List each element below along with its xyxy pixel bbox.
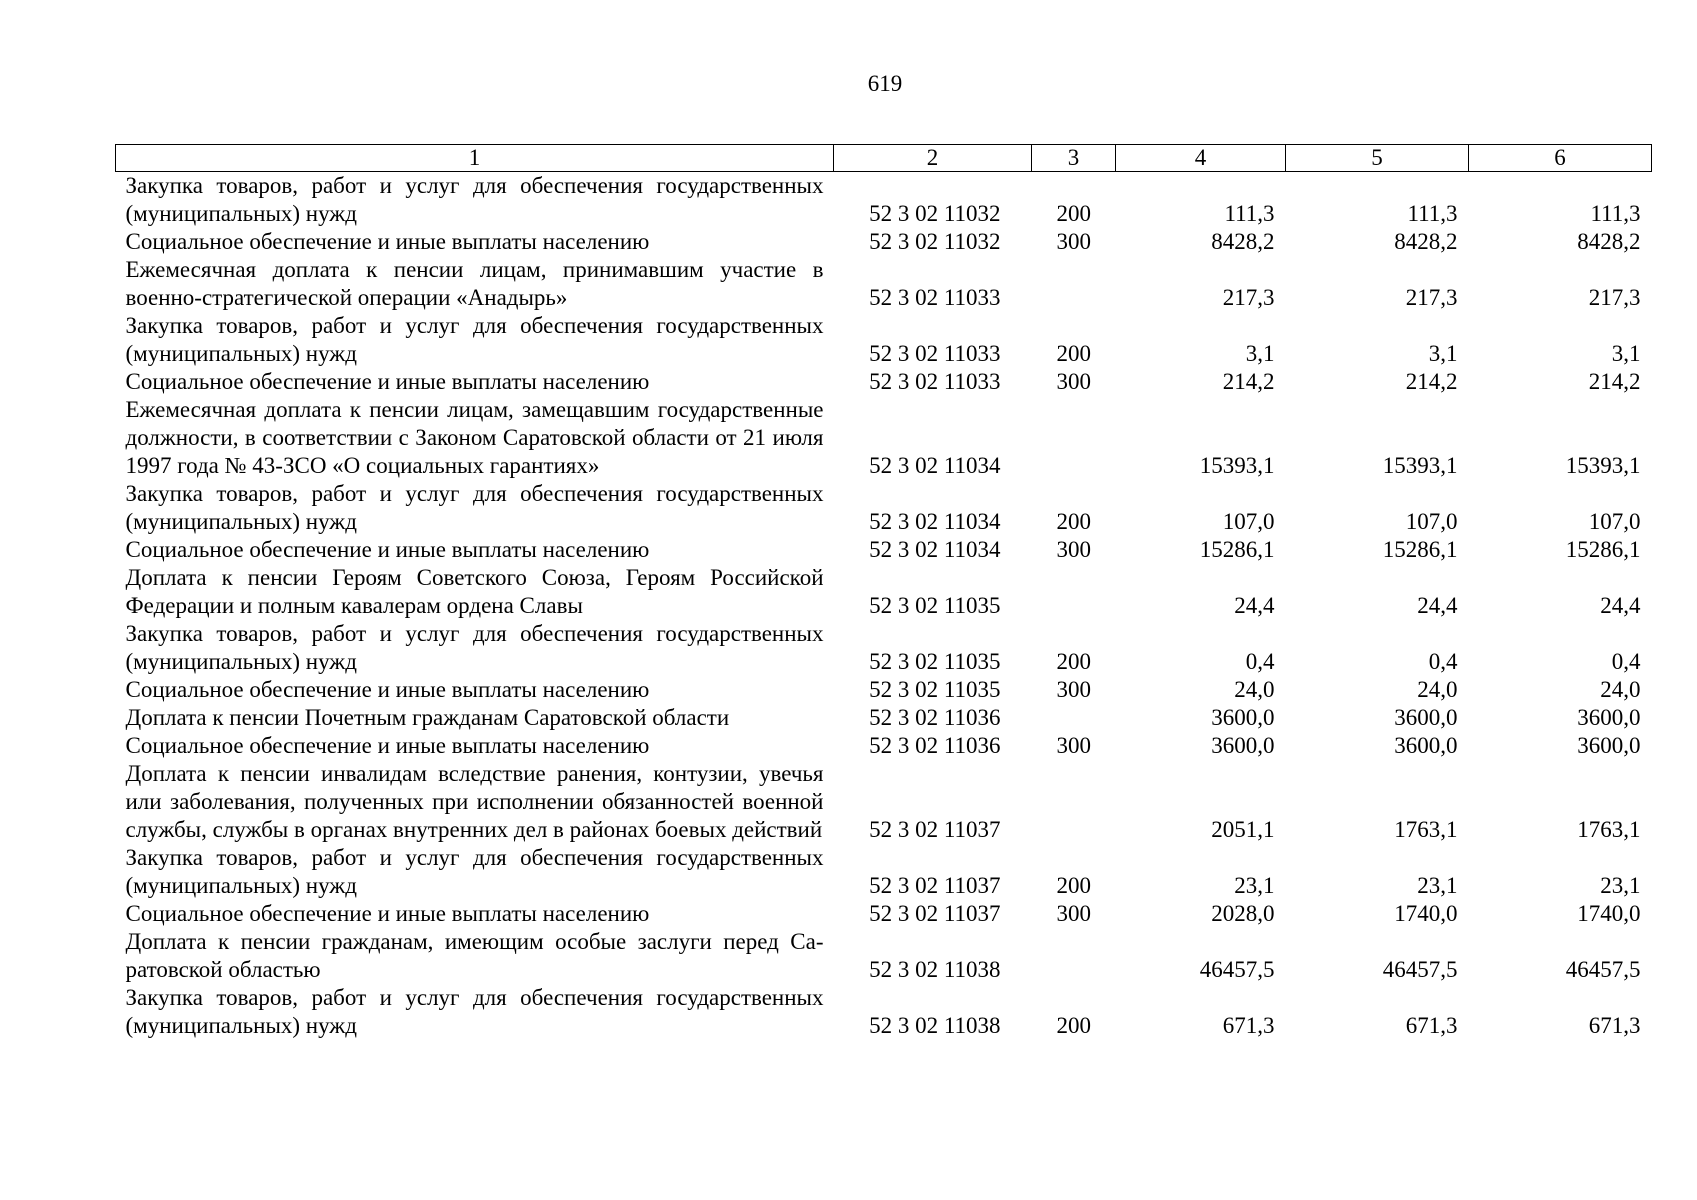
row-name: Социальное обеспечение и иные выплаты населению	[125, 901, 650, 926]
row-value-col5: 111,3	[1407, 201, 1458, 226]
row-target-code: 52 3 02 11033	[869, 285, 1001, 310]
row-expense-type	[1032, 564, 1116, 620]
row-value-col5: 1763,1	[1394, 817, 1458, 842]
row-value-col6: 0,4	[1611, 649, 1641, 674]
row-value-col6: 24,0	[1600, 677, 1641, 702]
row-target-code: 52 3 02 11037	[869, 901, 1001, 926]
column-header-4: 4	[1116, 145, 1286, 172]
row-value-col4: 3,1	[1245, 341, 1275, 366]
row-value-col6: 24,4	[1600, 593, 1641, 618]
row-target-code: 52 3 02 11032	[869, 201, 1001, 226]
row-value-col5: 214,2	[1405, 369, 1458, 394]
row-value-col6: 1740,0	[1577, 901, 1641, 926]
row-value-col5: 23,1	[1417, 873, 1458, 898]
row-value-col4: 3600,0	[1211, 733, 1275, 758]
row-value-col4: 671,3	[1222, 1013, 1275, 1038]
row-name: Закупка товаров, работ и услуг для обеспечения государственных (муниципальных) нужд	[125, 985, 824, 1038]
table-row	[116, 172, 1652, 229]
row-value-col4: 24,4	[1234, 593, 1275, 618]
column-header-5: 5	[1286, 145, 1469, 172]
row-name: Закупка товаров, работ и услуг для обеспечения государственных (муниципальных) нужд	[125, 845, 824, 898]
row-value-col4: 2028,0	[1211, 901, 1275, 926]
row-target-code: 52 3 02 11038	[869, 1013, 1001, 1038]
row-value-col5: 217,3	[1405, 285, 1458, 310]
row-value-col4: 217,3	[1222, 285, 1275, 310]
row-target-code: 52 3 02 11034	[869, 537, 1001, 562]
row-value-col5: 24,0	[1417, 677, 1458, 702]
column-header-3: 3	[1032, 145, 1116, 172]
row-name: Доплата к пенсии гражданам, имеющим особые заслуги перед Саратовской областью	[125, 929, 824, 982]
row-value-col5: 1740,0	[1394, 901, 1458, 926]
table-row	[116, 564, 1652, 620]
row-value-col6: 3600,0	[1577, 733, 1641, 758]
row-value-col5: 3600,0	[1394, 705, 1458, 730]
row-name: Социальное обеспечение и иные выплаты населению	[125, 733, 650, 758]
row-value-col4: 46457,5	[1199, 957, 1275, 982]
row-value-col4: 2051,1	[1211, 817, 1275, 842]
row-value-col4: 8428,2	[1211, 229, 1275, 254]
row-expense-type: 200	[1056, 341, 1091, 366]
row-target-code: 52 3 02 11035	[869, 677, 1001, 702]
row-value-col4: 214,2	[1222, 369, 1275, 394]
table-row	[116, 760, 1652, 844]
table-row	[116, 312, 1652, 368]
row-name: Закупка товаров, работ и услуг для обеспечения государственных (муниципальных) нужд	[125, 313, 824, 366]
page-number: 619	[867, 71, 903, 96]
row-name: Доплата к пенсии Героям Советского Союза, Героям Российской Федерации и полным кавалерам ордена Славы	[125, 565, 824, 618]
row-name: Ежемесячная доплата к пенсии лицам, замещавшим государственные должности, в соответствии с Законом Саратовской области от 21 июля 1997 года № 43-ЗСО «О социальных гарантиях»	[125, 397, 824, 478]
row-expense-type: 200	[1056, 649, 1091, 674]
row-name: Доплата к пенсии инвалидам вследствие ранения, контузии, увечья или заболевания, полученных при исполнении обязанностей военной службы, службы в органах внутренних дел в районах боевых действий	[125, 761, 824, 842]
row-expense-type	[1032, 704, 1116, 732]
row-value-col4: 23,1	[1234, 873, 1275, 898]
row-value-col5: 107,0	[1405, 509, 1458, 534]
table-row	[116, 984, 1652, 1040]
row-expense-type: 300	[1056, 677, 1091, 702]
row-value-col6: 46457,5	[1565, 957, 1641, 982]
row-expense-type	[1032, 760, 1116, 844]
row-expense-type: 200	[1056, 509, 1091, 534]
row-value-col5: 8428,2	[1394, 229, 1458, 254]
table-body	[116, 172, 1652, 1041]
table-row	[116, 732, 1652, 760]
table-row	[116, 368, 1652, 396]
table-header	[116, 145, 1652, 172]
row-name: Социальное обеспечение и иные выплаты населению	[125, 369, 650, 394]
row-value-col5: 46457,5	[1382, 957, 1458, 982]
row-value-col6: 1763,1	[1577, 817, 1641, 842]
row-value-col4: 3600,0	[1211, 705, 1275, 730]
table-row	[116, 396, 1652, 480]
row-expense-type	[1032, 396, 1116, 480]
table-row	[116, 900, 1652, 928]
row-value-col5: 24,4	[1417, 593, 1458, 618]
row-name: Закупка товаров, работ и услуг для обеспечения государственных (муниципальных) нужд	[125, 173, 824, 226]
row-value-col6: 23,1	[1600, 873, 1641, 898]
column-header-1: 1	[116, 145, 834, 172]
row-target-code: 52 3 02 11036	[869, 733, 1001, 758]
table-row	[116, 704, 1652, 732]
header-row	[116, 145, 1652, 172]
row-value-col6: 15286,1	[1565, 537, 1641, 562]
row-name: Доплата к пенсии Почетным гражданам Саратовской области	[125, 705, 730, 730]
row-expense-type: 200	[1056, 873, 1091, 898]
row-target-code: 52 3 02 11032	[869, 229, 1001, 254]
row-expense-type: 300	[1056, 901, 1091, 926]
table-row	[116, 620, 1652, 676]
row-target-code: 52 3 02 11033	[869, 341, 1001, 366]
row-value-col6: 214,2	[1588, 369, 1641, 394]
row-target-code: 52 3 02 11038	[869, 957, 1001, 982]
row-expense-type	[1032, 928, 1116, 984]
row-name: Социальное обеспечение и иные выплаты населению	[125, 537, 650, 562]
row-expense-type	[1032, 256, 1116, 312]
column-header-2: 2	[834, 145, 1032, 172]
row-expense-type: 200	[1056, 1013, 1091, 1038]
row-value-col5: 3600,0	[1394, 733, 1458, 758]
row-target-code: 52 3 02 11037	[869, 873, 1001, 898]
table-row	[116, 844, 1652, 900]
table-row	[116, 676, 1652, 704]
table-row	[116, 256, 1652, 312]
row-name: Закупка товаров, работ и услуг для обеспечения государственных (муниципальных) нужд	[125, 481, 824, 534]
column-header-6: 6	[1469, 145, 1652, 172]
row-value-col4: 15286,1	[1199, 537, 1275, 562]
row-value-col6: 111,3	[1590, 201, 1641, 226]
row-value-col5: 671,3	[1405, 1013, 1458, 1038]
row-value-col6: 107,0	[1588, 509, 1641, 534]
row-target-code: 52 3 02 11034	[869, 453, 1001, 478]
row-value-col4: 111,3	[1224, 201, 1275, 226]
row-value-col6: 15393,1	[1565, 453, 1641, 478]
row-value-col5: 15286,1	[1382, 537, 1458, 562]
row-value-col5: 15393,1	[1382, 453, 1458, 478]
row-value-col4: 24,0	[1234, 677, 1275, 702]
row-name: Социальное обеспечение и иные выплаты населению	[125, 677, 650, 702]
budget-table	[115, 144, 1652, 1040]
row-expense-type: 300	[1056, 733, 1091, 758]
row-expense-type: 300	[1056, 369, 1091, 394]
table-row	[116, 480, 1652, 536]
row-value-col6: 3600,0	[1577, 705, 1641, 730]
row-target-code: 52 3 02 11035	[869, 649, 1001, 674]
row-name: Закупка товаров, работ и услуг для обеспечения государственных (муниципальных) нужд	[125, 621, 824, 674]
row-target-code: 52 3 02 11034	[869, 509, 1001, 534]
row-value-col4: 0,4	[1245, 649, 1275, 674]
row-target-code: 52 3 02 11037	[869, 817, 1001, 842]
row-expense-type: 200	[1056, 201, 1091, 226]
row-value-col5: 0,4	[1428, 649, 1458, 674]
row-value-col6: 217,3	[1588, 285, 1641, 310]
row-value-col6: 671,3	[1588, 1013, 1641, 1038]
table-row	[116, 536, 1652, 564]
row-target-code: 52 3 02 11033	[869, 369, 1001, 394]
row-expense-type: 300	[1056, 229, 1091, 254]
row-value-col5: 3,1	[1428, 341, 1458, 366]
table-row	[116, 228, 1652, 256]
table-row	[116, 928, 1652, 984]
row-value-col6: 8428,2	[1577, 229, 1641, 254]
row-value-col4: 107,0	[1222, 509, 1275, 534]
row-target-code: 52 3 02 11035	[869, 593, 1001, 618]
row-name: Социальное обеспечение и иные выплаты населению	[125, 229, 650, 254]
row-value-col6: 3,1	[1611, 341, 1641, 366]
row-name: Ежемесячная доплата к пенсии лицам, принимавшим участие в военно-стратегической операции «Анадырь»	[125, 257, 824, 310]
row-value-col4: 15393,1	[1199, 453, 1275, 478]
row-target-code: 52 3 02 11036	[869, 705, 1001, 730]
row-expense-type: 300	[1056, 537, 1091, 562]
